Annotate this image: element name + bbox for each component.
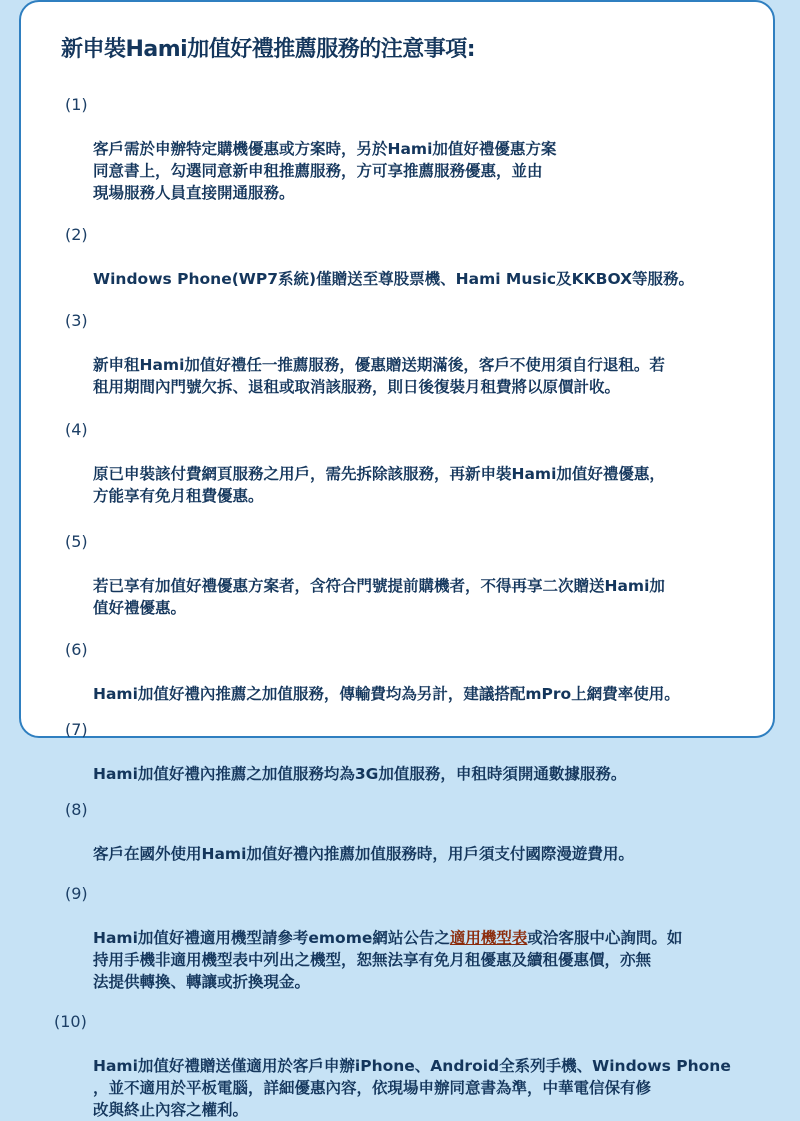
note-item-6 xyxy=(21,639,773,705)
note-item-9 xyxy=(21,883,773,993)
notice-panel xyxy=(19,0,775,1119)
note-number: (8) xyxy=(65,800,88,819)
note-item-10 xyxy=(21,1011,773,1121)
note-item-5 xyxy=(21,531,773,619)
note-number: (9) xyxy=(65,884,88,903)
note-number: (6) xyxy=(65,640,88,659)
note-item-3 xyxy=(21,310,773,398)
note-text: Hami加值好禮內推薦之加值服務均為3G加值服務，申租時須開通數據服務。 xyxy=(93,765,627,783)
note-text: Hami加值好禮贈送僅適用於客戶申辦iPhone、Android全系列手機、Windows Phone ，並不適用於平板電腦，詳細優惠內容，依現場申辦同意書為準，中華電信保有修 改與終止內容之權利。 xyxy=(93,1057,731,1119)
compatible-models-link[interactable]: 適用機型表 xyxy=(449,929,528,947)
note-item-7 xyxy=(21,719,773,785)
note-text: 客戶在國外使用Hami加值好禮內推薦加值服務時，用戶須支付國際漫遊費用。 xyxy=(93,845,634,863)
note-number: (10) xyxy=(54,1012,87,1031)
note-number: (5) xyxy=(65,532,88,551)
notes-list xyxy=(21,94,773,1121)
note-item-4 xyxy=(21,419,773,507)
note-text: Hami加值好禮適用機型請參考emome網站公告之 xyxy=(93,929,450,947)
note-text: 新申租Hami加值好禮任一推薦服務，優惠贈送期滿後，客戶不使用須自行退租。若 租用期間內門號欠拆、退租或取消該服務，則日後復裝月租費將以原價計收。 xyxy=(93,356,665,396)
note-text: Hami加值好禮內推薦之加值服務，傳輸費均為另計，建議搭配mPro上網費率使用。 xyxy=(93,685,680,703)
note-text: 原已申裝該付費網頁服務之用戶，需先拆除該服務，再新申裝Hami加值好禮優惠， 方能享有免月租費優惠。 xyxy=(93,465,665,505)
note-item-2 xyxy=(21,224,773,290)
page-title: 新申裝Hami加值好禮推薦服務的注意事項: xyxy=(61,37,476,62)
note-number: (3) xyxy=(65,311,88,330)
note-text: 若已享有加值好禮優惠方案者，含符合門號提前購機者，不得再享二次贈送Hami加 值好禮優惠。 xyxy=(93,577,665,617)
note-text: 或洽客服中心詢問。如 持用手機非適用機型表中列出之機型，恕無法享有免月租優惠及續租優惠價，亦無 法提供轉換、轉讓或折換現金。 xyxy=(93,929,683,991)
note-number: (7) xyxy=(65,720,88,739)
note-text: Windows Phone(WP7系統)僅贈送至尊股票機、Hami Music及KKBOX等服務。 xyxy=(93,270,695,288)
note-number: (2) xyxy=(65,225,88,244)
note-text: 客戶需於申辦特定購機優惠或方案時，另於Hami加值好禮優惠方案 同意書上，勾選同意新申租推薦服務，方可享推薦服務優惠，並由 現場服務人員直接開通服務。 xyxy=(93,140,557,202)
note-item-1 xyxy=(21,94,773,204)
note-number: (1) xyxy=(65,95,88,114)
note-number: (4) xyxy=(65,420,88,439)
note-item-8 xyxy=(21,799,773,865)
